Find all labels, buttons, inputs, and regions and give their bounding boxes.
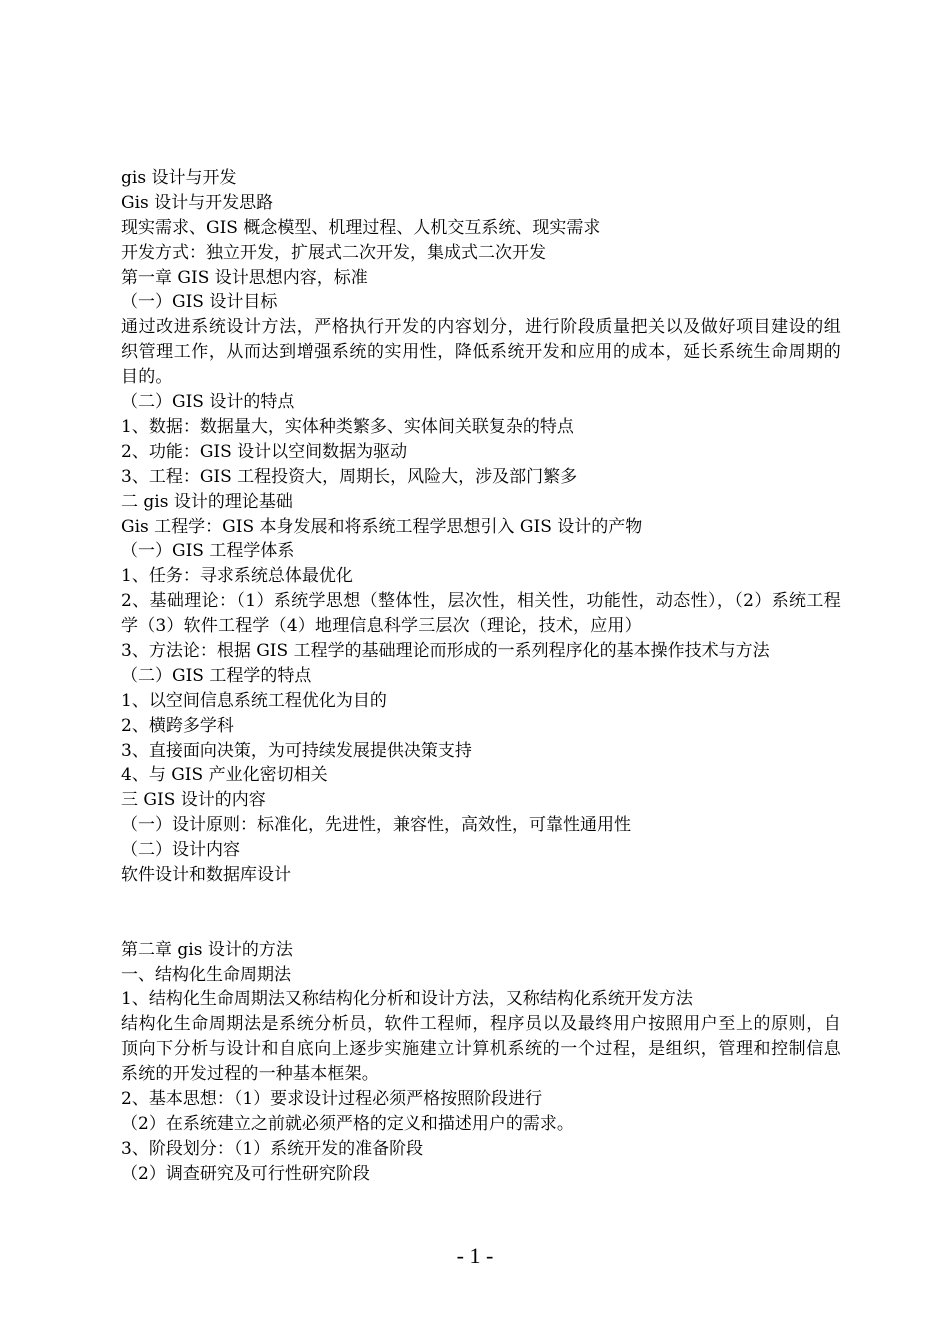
paragraph: 结构化生命周期法是系统分析员，软件工程师，程序员以及最终用户按照用户至上的原则，自顶向下分析与设计和自底向上逐步实施建立计算机系统的一个过程，是组织，管理和控制信息系统的开发过程的一种基本框架。 xyxy=(121,1014,841,1085)
section-heading: 三 GIS 设计的内容 xyxy=(121,790,266,811)
text-line: （一）设计原则：标准化，先进性，兼容性，高效性，可靠性通用性 xyxy=(121,815,631,836)
blank-space xyxy=(121,888,841,938)
text-line: 开发方式：独立开发，扩展式二次开发，集成式二次开发 xyxy=(121,242,546,263)
document-body xyxy=(121,166,841,1187)
text-line: 现实需求、GIS 概念模型、机理过程、人机交互系统、现实需求 xyxy=(121,217,601,238)
text-line: Gis 工程学：GIS 本身发展和将系统工程学思想引入 GIS 设计的产物 xyxy=(121,516,643,537)
section-heading: （二）设计内容 xyxy=(121,840,240,861)
text-line: 1、结构化生命周期法又称结构化分析和设计方法，又称结构化系统开发方法 xyxy=(121,989,693,1010)
paragraph: 通过改进系统设计方法，严格执行开发的内容划分，进行阶段质量把关以及做好项目建设的组织管理工作，从而达到增强系统的实用性，降低系统开发和应用的成本，延长系统生命周期的目的。 xyxy=(121,317,841,388)
text-line: 1、数据：数据量大，实体种类繁多、实体间关联复杂的特点 xyxy=(121,416,574,437)
text-line: 2、横跨多学科 xyxy=(121,715,234,736)
section-chapter-two xyxy=(121,938,841,1013)
text-line: 2、基本思想：（1）要求设计过程必须严格按照阶段进行 xyxy=(121,1089,543,1110)
text-line: （2）调查研究及可行性研究阶段 xyxy=(121,1163,370,1184)
section-engineering xyxy=(121,639,841,888)
text-line: Gis 设计与开发思路 xyxy=(121,192,274,213)
section-heading: 二 gis 设计的理论基础 xyxy=(121,491,293,512)
chapter-heading: 第一章 GIS 设计思想内容，标准 xyxy=(121,267,368,288)
section-features xyxy=(121,390,841,589)
text-line: 2、功能：GIS 设计以空间数据为驱动 xyxy=(121,441,408,462)
document-title: gis 设计与开发 xyxy=(121,168,237,188)
text-line: 3、阶段划分：（1）系统开发的准备阶段 xyxy=(121,1138,424,1159)
text-line: 4、与 GIS 产业化密切相关 xyxy=(121,765,328,786)
text-line: 3、工程：GIS 工程投资大，周期长，风险大，涉及部门繁多 xyxy=(121,466,578,487)
paragraph: 2、基础理论：（1）系统学思想（整体性，层次性，相关性，功能性，动态性），（2）系统工程学（3）软件工程学（4）地理信息科学三层次（理论，技术，应用） xyxy=(121,591,841,637)
section-intro xyxy=(121,191,841,315)
text-line: （2）在系统建立之前就必须严格的定义和描述用户的需求。 xyxy=(121,1113,574,1134)
section-heading: （二）GIS 设计的特点 xyxy=(121,392,295,413)
text-line: 软件设计和数据库设计 xyxy=(121,865,291,886)
text-line: 3、直接面向决策，为可持续发展提供决策支持 xyxy=(121,740,472,761)
section-heading: （二）GIS 工程学的特点 xyxy=(121,665,312,686)
page-number: - 1 - xyxy=(456,1243,494,1268)
chapter-heading: 第二章 gis 设计的方法 xyxy=(121,939,293,960)
section-heading: （一）GIS 设计目标 xyxy=(121,292,278,313)
section-method-details xyxy=(121,1087,841,1187)
section-heading: （一）GIS 工程学体系 xyxy=(121,541,295,562)
text-line: 3、方法论：根据 GIS 工程学的基础理论而形成的一系列程序化的基本操作技术与方法 xyxy=(121,641,770,661)
section-heading: 一、结构化生命周期法 xyxy=(121,964,291,985)
text-line: 1、任务：寻求系统总体最优化 xyxy=(121,566,353,587)
text-line: 1、以空间信息系统工程优化为目的 xyxy=(121,690,387,711)
